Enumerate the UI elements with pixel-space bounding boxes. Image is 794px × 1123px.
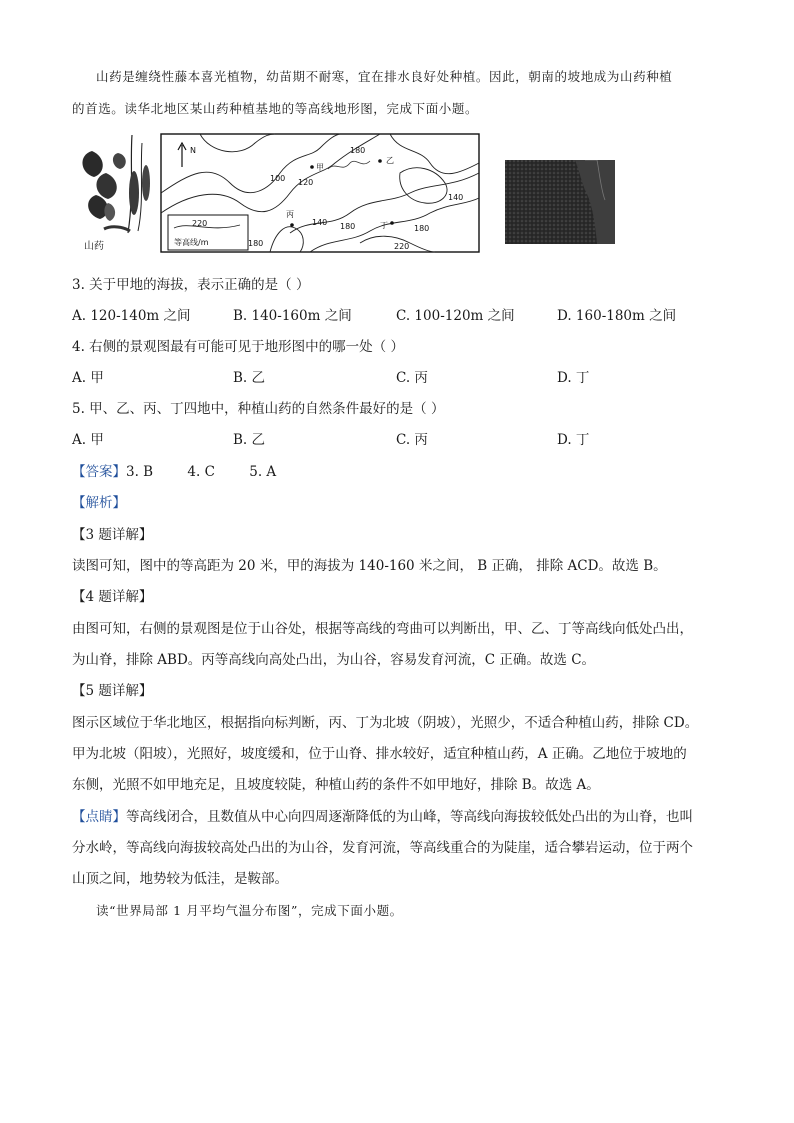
q5-detail-heading: 【5 题详解】	[72, 683, 153, 699]
north-label: N	[190, 146, 196, 155]
q3-detail-heading: 【3 题详解】	[72, 527, 153, 543]
landscape-photo	[505, 160, 615, 244]
q4-detail-line-2: 为山脊，排除 ABD。丙等高线向高处凸出，为山谷，容易发育河流，C 正确。故选 C。	[72, 652, 596, 668]
point-jia	[310, 165, 314, 169]
q4-option-d: D. 丁	[557, 370, 590, 386]
question-4-stem: 4. 右侧的景观图最有可能可见于地形图中的哪一处（ ）	[72, 339, 404, 355]
place-label-bing: 丙	[286, 210, 294, 219]
q4-option-a: A. 甲	[72, 370, 104, 386]
q4-detail-line-1: 由图可知，右侧的景观图是位于山谷处，根据等高线的弯曲可以判断出，甲、乙、丁等高线向低处凸出，	[72, 621, 693, 637]
point-ding	[390, 221, 394, 225]
contour-label: 100	[270, 174, 286, 183]
tip-line-1	[72, 808, 693, 826]
q5-option-a: A. 甲	[72, 432, 104, 448]
q3-option-a: A. 120-140m 之间	[72, 308, 191, 324]
intro-line-1: 山药是缠绕性藤本喜光植物，幼苗期不耐寒，宜在排水良好处种植。因此，朝南的坡地成为山药种植	[96, 69, 673, 84]
place-label-jia: 甲	[316, 163, 324, 172]
answer-values: 3. B 4. C 5. A	[126, 464, 277, 480]
contour-label: 120	[298, 178, 314, 187]
yam-plant-illustration	[72, 133, 156, 253]
contour-label: 180	[248, 239, 264, 248]
contour-label: 180	[350, 146, 366, 155]
q3-option-b: B. 140-160m 之间	[233, 308, 352, 324]
question-5-stem: 5. 甲、乙、丙、丁四地中，种植山药的自然条件最好的是（ ）	[72, 401, 445, 417]
legend-text: 等高线/m	[174, 238, 209, 247]
tip-label: 【点睛】	[72, 809, 126, 825]
q5-option-c: C. 丙	[396, 432, 428, 448]
next-question-intro: 读“世界局部 1 月平均气温分布图”，完成下面小题。	[96, 903, 403, 918]
contour-label: 180	[340, 222, 356, 231]
q5-detail-line-3: 东侧，光照不如甲地充足，且坡度较陡，种植山药的条件不如甲地好，排除 B。故选 A。	[72, 777, 600, 793]
q5-detail-line-2: 甲为北坡（阳坡），光照好，坡度缓和，位于山脊、排水较好，适宜种植山药，A 正确。乙地位于坡地的	[72, 746, 687, 762]
question-3-stem: 3. 关于甲地的海拔，表示正确的是（ ）	[72, 277, 310, 293]
q4-option-b: B. 乙	[233, 370, 266, 386]
contour-label: 220	[394, 242, 410, 251]
contour-label: 140	[312, 218, 328, 227]
analysis-label: 【解析】	[72, 495, 126, 511]
q3-option-c: C. 100-120m 之间	[396, 308, 515, 324]
tip-line-3: 山顶之间，地势较为低洼，是鞍部。	[72, 871, 288, 887]
q5-option-d: D. 丁	[557, 432, 590, 448]
contour-label: 180	[414, 224, 430, 233]
place-label-ding: 丁	[380, 221, 388, 230]
plant-caption: 山药	[84, 241, 104, 252]
tip-line-2: 分水岭，等高线向海拔较高处凸出的为山谷，发育河流，等高线重合的为陡崖，适合攀岩运动，位于两个	[72, 840, 693, 856]
q5-detail-line-1: 图示区域位于华北地区，根据指向标判断，丙、丁为北坡（阴坡），光照少，不适合种植山药，排除 CD。	[72, 715, 699, 731]
q4-detail-heading: 【4 题详解】	[72, 589, 153, 605]
q4-option-c: C. 丙	[396, 370, 428, 386]
tip-text-1: 等高线闭合，且数值从中心向四周逐渐降低的为山峰，等高线向海拔较低处凸出的为山脊，也叫	[126, 809, 693, 825]
q3-option-d: D. 160-180m 之间	[557, 308, 677, 324]
legend-contour-value: 220	[192, 219, 208, 228]
contour-label: 140	[448, 193, 464, 202]
answer-label: 【答案】	[72, 464, 126, 480]
answer-line	[72, 463, 276, 481]
q3-detail-text: 读图可知，图中的等高距为 20 米，甲的海拔为 140-160 米之间， B 正确， 排除 ACD。故选 B。	[72, 558, 667, 574]
point-yi	[378, 159, 382, 163]
q5-option-b: B. 乙	[233, 432, 266, 448]
place-label-yi: 乙	[386, 156, 394, 165]
contour-map	[160, 133, 480, 253]
point-bing	[290, 223, 294, 227]
intro-line-2: 的首选。读华北地区某山药种植基地的等高线地形图，完成下面小题。	[72, 101, 479, 116]
